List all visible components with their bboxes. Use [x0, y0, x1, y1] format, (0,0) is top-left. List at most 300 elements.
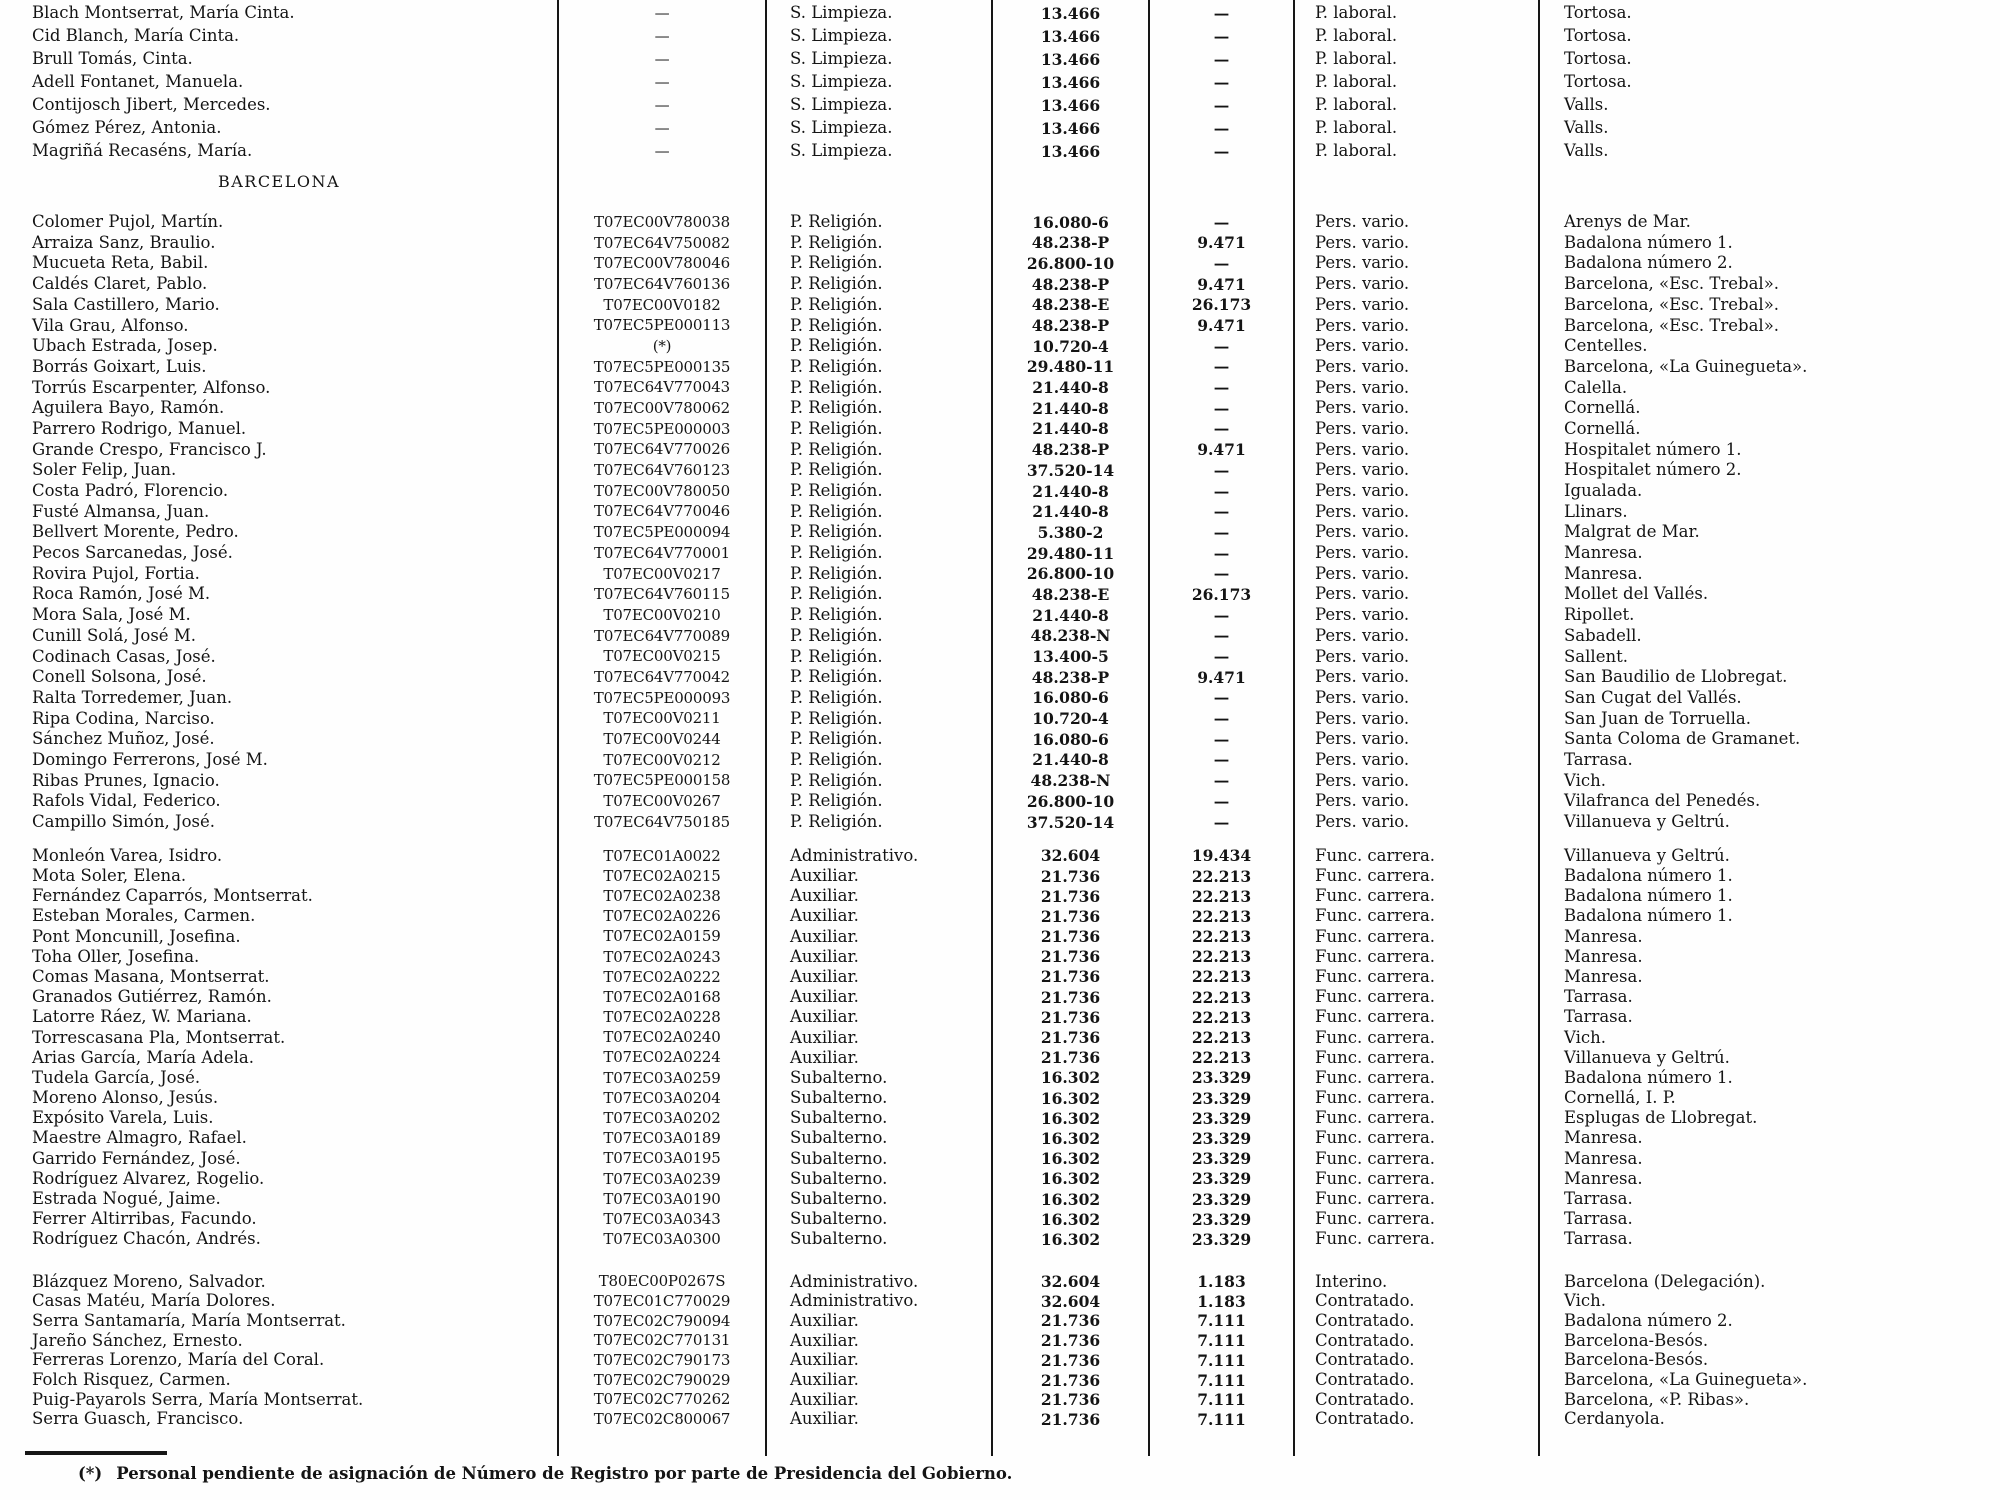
category-cell: Auxiliar.: [790, 886, 859, 906]
type-cell: Func. carrera.: [1315, 1168, 1436, 1188]
code-cell: T07EC01A0022: [603, 846, 721, 865]
code-cell: T07EC00V780062: [594, 399, 730, 418]
location-cell: Tortosa.: [1564, 3, 1632, 23]
category-cell: P. Religión.: [790, 605, 883, 625]
name-cell: Arraiza Sanz, Braulio.: [32, 232, 216, 252]
code-cell: T07EC02A0224: [603, 1048, 721, 1067]
category-cell: S. Limpieza.: [790, 26, 893, 46]
name-cell: Toha Oller, Josefina.: [32, 946, 200, 966]
salary-cell: 10.720-4: [1032, 709, 1109, 729]
code-cell: —: [654, 142, 670, 160]
category-cell: Auxiliar.: [790, 1047, 859, 1067]
salary-cell: 13.400-5: [1032, 647, 1109, 667]
location-cell: Cornellá, I. P.: [1564, 1088, 1676, 1108]
salary-cell: 21.736: [1040, 1370, 1101, 1390]
salary-cell: 21.736: [1040, 866, 1101, 886]
complement-cell: 22.213: [1191, 886, 1252, 906]
category-cell: P. Religión.: [790, 667, 883, 687]
category-cell: Subalterno.: [790, 1128, 888, 1148]
category-cell: P. Religión.: [790, 543, 883, 563]
type-cell: Func. carrera.: [1315, 1047, 1436, 1067]
name-cell: Jareño Sánchez, Ernesto.: [32, 1330, 243, 1350]
personnel-table-section: [0, 1272, 2000, 1430]
complement-cell: 1.183: [1197, 1291, 1246, 1311]
table-row: [0, 522, 2000, 543]
type-cell: Func. carrera.: [1315, 946, 1436, 966]
salary-cell: 21.736: [1040, 1350, 1101, 1370]
name-cell: Ralta Torredemer, Juan.: [32, 687, 233, 707]
personnel-table-section: [0, 2, 2000, 163]
complement-cell: 23.329: [1191, 1229, 1252, 1249]
category-cell: P. Religión.: [790, 770, 883, 790]
type-cell: Contratado.: [1315, 1291, 1415, 1311]
category-cell: P. Religión.: [790, 625, 883, 645]
type-cell: P. laboral.: [1315, 95, 1398, 115]
category-cell: P. Religión.: [790, 439, 883, 459]
table-row: [0, 1088, 2000, 1108]
salary-cell: 21.440-8: [1032, 605, 1109, 625]
type-cell: Pers. vario.: [1315, 418, 1410, 438]
salary-cell: 13.466: [1040, 3, 1101, 23]
salary-cell: 5.380-2: [1037, 522, 1104, 542]
table-row: [0, 646, 2000, 667]
name-cell: Sala Castillero, Mario.: [32, 294, 220, 314]
table-row: [0, 688, 2000, 709]
name-cell: Caldés Claret, Pablo.: [32, 274, 208, 294]
complement-cell: —: [1213, 141, 1230, 161]
type-cell: Pers. vario.: [1315, 274, 1410, 294]
code-cell: T07EC5PE000113: [593, 316, 731, 335]
name-cell: Blázquez Moreno, Salvador.: [32, 1271, 266, 1291]
table-row: [0, 1169, 2000, 1189]
table-row: [0, 1189, 2000, 1209]
location-cell: Barcelona-Besós.: [1564, 1330, 1709, 1350]
table-row: [0, 1048, 2000, 1068]
code-cell: T07EC64V770042: [594, 667, 730, 686]
name-cell: Torrús Escarpenter, Alfonso.: [32, 377, 271, 397]
location-cell: San Juan de Torruella.: [1564, 708, 1751, 728]
code-cell: T07EC64V770001: [594, 543, 730, 562]
location-cell: Manresa.: [1564, 1148, 1643, 1168]
complement-cell: —: [1213, 771, 1230, 791]
salary-cell: 21.736: [1040, 1311, 1101, 1331]
name-cell: Ubach Estrada, Josep.: [32, 336, 218, 356]
code-cell: (*): [652, 336, 672, 355]
location-cell: Tortosa.: [1564, 26, 1632, 46]
type-cell: Func. carrera.: [1315, 1128, 1436, 1148]
complement-cell: —: [1213, 460, 1230, 480]
table-row: [0, 967, 2000, 987]
salary-cell: 26.800-10: [1026, 564, 1115, 584]
complement-cell: 9.471: [1197, 440, 1246, 460]
personnel-table-section: [0, 846, 2000, 1250]
category-cell: P. Religión.: [790, 232, 883, 252]
location-cell: Vich.: [1564, 1291, 1607, 1311]
code-cell: T07EC03A0259: [603, 1068, 721, 1087]
complement-cell: —: [1213, 398, 1230, 418]
location-cell: Manresa.: [1564, 1128, 1643, 1148]
category-cell: P. Religión.: [790, 729, 883, 749]
code-cell: T07EC01C770029: [593, 1292, 731, 1311]
table-row: [0, 866, 2000, 886]
complement-cell: —: [1213, 253, 1230, 273]
category-cell: P. Religión.: [790, 481, 883, 501]
location-cell: Badalona número 1.: [1564, 906, 1733, 926]
category-cell: P. Religión.: [790, 398, 883, 418]
name-cell: Estrada Nogué, Jaime.: [32, 1189, 221, 1209]
code-cell: T07EC03A0189: [603, 1129, 721, 1148]
table-row: [0, 233, 2000, 254]
name-cell: Monleón Varea, Isidro.: [32, 845, 223, 865]
table-row: [0, 947, 2000, 967]
code-cell: T07EC00V0217: [603, 564, 721, 583]
type-cell: Pers. vario.: [1315, 232, 1410, 252]
type-cell: Func. carrera.: [1315, 1229, 1436, 1249]
category-cell: P. Religión.: [790, 377, 883, 397]
salary-cell: 21.736: [1040, 927, 1101, 947]
location-cell: Barcelona, «Esc. Trebal».: [1564, 294, 1780, 314]
salary-cell: 21.736: [1040, 886, 1101, 906]
location-cell: Valls.: [1564, 95, 1609, 115]
name-cell: Mora Sala, José M.: [32, 605, 191, 625]
table-row: [0, 886, 2000, 906]
name-cell: Cunill Solá, José M.: [32, 625, 196, 645]
salary-cell: 48.238-E: [1031, 584, 1110, 604]
table-row: [0, 315, 2000, 336]
type-cell: Contratado.: [1315, 1370, 1415, 1390]
salary-cell: 26.800-10: [1026, 253, 1115, 273]
complement-cell: 23.329: [1191, 1149, 1252, 1169]
code-cell: T07EC02C790029: [593, 1370, 731, 1389]
salary-cell: 32.604: [1040, 846, 1101, 866]
type-cell: Func. carrera.: [1315, 1108, 1436, 1128]
salary-cell: 21.440-8: [1032, 378, 1109, 398]
category-cell: Subalterno.: [790, 1148, 888, 1168]
name-cell: Borrás Goixart, Luis.: [32, 356, 207, 376]
complement-cell: —: [1213, 564, 1230, 584]
table-row: [0, 1149, 2000, 1169]
type-cell: Pers. vario.: [1315, 356, 1410, 376]
name-cell: Fernández Caparrós, Montserrat.: [32, 886, 313, 906]
table-row: [0, 502, 2000, 523]
type-cell: Pers. vario.: [1315, 625, 1410, 645]
type-cell: Pers. vario.: [1315, 398, 1410, 418]
table-row: [0, 253, 2000, 274]
code-cell: T07EC02A0159: [603, 927, 721, 946]
code-cell: T07EC02A0222: [603, 967, 721, 986]
salary-cell: 21.440-8: [1032, 502, 1109, 522]
name-cell: Esteban Morales, Carmen.: [32, 906, 256, 926]
complement-cell: 19.434: [1191, 846, 1252, 866]
location-cell: Barcelona, «La Guinegueta».: [1564, 1370, 1808, 1390]
complement-cell: —: [1213, 626, 1230, 646]
complement-cell: 9.471: [1197, 274, 1246, 294]
category-cell: Auxiliar.: [790, 906, 859, 926]
type-cell: Func. carrera.: [1315, 1209, 1436, 1229]
type-cell: P. laboral.: [1315, 3, 1398, 23]
name-cell: Garrido Fernández, José.: [32, 1148, 241, 1168]
name-cell: Grande Crespo, Francisco J.: [32, 439, 267, 459]
complement-cell: 23.329: [1191, 1088, 1252, 1108]
category-cell: P. Religión.: [790, 253, 883, 273]
salary-cell: 21.736: [1040, 906, 1101, 926]
category-cell: S. Limpieza.: [790, 141, 893, 161]
type-cell: Func. carrera.: [1315, 966, 1436, 986]
location-cell: Barcelona (Delegación).: [1564, 1271, 1766, 1291]
table-row: [0, 274, 2000, 295]
salary-cell: 16.302: [1040, 1169, 1101, 1189]
type-cell: Pers. vario.: [1315, 770, 1410, 790]
category-cell: P. Religión.: [790, 812, 883, 832]
location-cell: Badalona número 2.: [1564, 1310, 1733, 1330]
location-cell: Tarrasa.: [1564, 987, 1633, 1007]
name-cell: Tudela García, José.: [32, 1067, 201, 1087]
table-row: [0, 1108, 2000, 1128]
location-cell: Barcelona, «Esc. Trebal».: [1564, 274, 1780, 294]
complement-cell: 26.173: [1191, 584, 1252, 604]
complement-cell: 26.173: [1191, 295, 1252, 315]
complement-cell: —: [1213, 212, 1230, 232]
table-row: [0, 543, 2000, 564]
complement-cell: 7.111: [1197, 1331, 1246, 1351]
location-cell: Tortosa.: [1564, 49, 1632, 69]
category-cell: Auxiliar.: [790, 1310, 859, 1330]
location-cell: Barcelona, «Esc. Trebal».: [1564, 315, 1780, 335]
table-row: [0, 398, 2000, 419]
name-cell: Maestre Almagro, Rafael.: [32, 1128, 247, 1148]
salary-cell: 48.238-P: [1031, 274, 1110, 294]
category-cell: Auxiliar.: [790, 866, 859, 886]
category-cell: Subalterno.: [790, 1168, 888, 1188]
table-row: [0, 460, 2000, 481]
salary-cell: 16.302: [1040, 1128, 1101, 1148]
code-cell: T07EC5PE000135: [593, 357, 731, 376]
code-cell: T07EC64V750082: [594, 233, 730, 252]
code-cell: T07EC64V750185: [594, 812, 730, 831]
name-cell: Pont Moncunill, Josefina.: [32, 926, 241, 946]
category-cell: Auxiliar.: [790, 1027, 859, 1047]
name-cell: Puig-Payarols Serra, María Montserrat.: [32, 1389, 364, 1409]
complement-cell: 23.329: [1191, 1189, 1252, 1209]
complement-cell: —: [1213, 688, 1230, 708]
type-cell: Pers. vario.: [1315, 377, 1410, 397]
complement-cell: —: [1213, 481, 1230, 501]
name-cell: Torrescasana Pla, Montserrat.: [32, 1027, 286, 1047]
complement-cell: 22.213: [1191, 987, 1252, 1007]
code-cell: T07EC02A0226: [603, 907, 721, 926]
code-cell: T07EC00V0212: [603, 750, 721, 769]
name-cell: Campillo Simón, José.: [32, 812, 215, 832]
code-cell: —: [654, 73, 670, 91]
type-cell: Func. carrera.: [1315, 1027, 1436, 1047]
complement-cell: 22.213: [1191, 906, 1252, 926]
name-cell: Serra Guasch, Francisco.: [32, 1409, 244, 1429]
type-cell: Func. carrera.: [1315, 906, 1436, 926]
table-row: [0, 378, 2000, 399]
category-cell: P. Religión.: [790, 687, 883, 707]
code-cell: —: [654, 4, 670, 22]
type-cell: Pers. vario.: [1315, 584, 1410, 604]
complement-cell: 7.111: [1197, 1370, 1246, 1390]
code-cell: T07EC03A0343: [603, 1209, 721, 1228]
complement-cell: 23.329: [1191, 1209, 1252, 1229]
code-cell: —: [654, 27, 670, 45]
code-cell: T07EC02A0168: [603, 987, 721, 1006]
complement-cell: —: [1213, 812, 1230, 832]
type-cell: Pers. vario.: [1315, 749, 1410, 769]
location-cell: Tarrasa.: [1564, 1007, 1633, 1027]
category-cell: Subalterno.: [790, 1229, 888, 1249]
salary-cell: 13.466: [1040, 26, 1101, 46]
table-row: [0, 927, 2000, 947]
complement-cell: —: [1213, 791, 1230, 811]
category-cell: S. Limpieza.: [790, 95, 893, 115]
code-cell: T80EC00P0267S: [598, 1272, 726, 1291]
name-cell: Mucueta Reta, Babil.: [32, 253, 209, 273]
type-cell: Func. carrera.: [1315, 845, 1436, 865]
type-cell: Func. carrera.: [1315, 926, 1436, 946]
salary-cell: 48.238-P: [1031, 667, 1110, 687]
salary-cell: 48.238-P: [1031, 316, 1110, 336]
location-cell: Badalona número 1.: [1564, 1067, 1733, 1087]
salary-cell: 16.302: [1040, 1189, 1101, 1209]
type-cell: Pers. vario.: [1315, 646, 1410, 666]
name-cell: Rodríguez Alvarez, Rogelio.: [32, 1168, 265, 1188]
location-cell: Badalona número 1.: [1564, 232, 1733, 252]
complement-cell: —: [1213, 522, 1230, 542]
name-cell: Sánchez Muñoz, José.: [32, 729, 215, 749]
table-row: [0, 1292, 2000, 1312]
type-cell: Pers. vario.: [1315, 439, 1410, 459]
table-row: [0, 25, 2000, 48]
location-cell: Cornellá.: [1564, 398, 1641, 418]
category-cell: P. Religión.: [790, 315, 883, 335]
type-cell: P. laboral.: [1315, 141, 1398, 161]
code-cell: T07EC02A0215: [603, 866, 721, 885]
type-cell: Pers. vario.: [1315, 522, 1410, 542]
complement-cell: —: [1213, 336, 1230, 356]
location-cell: Cornellá.: [1564, 418, 1641, 438]
table-row: [0, 94, 2000, 117]
code-cell: T07EC5PE000158: [593, 771, 731, 790]
type-cell: Pers. vario.: [1315, 336, 1410, 356]
complement-cell: —: [1213, 605, 1230, 625]
complement-cell: 7.111: [1197, 1390, 1246, 1410]
category-cell: P. Religión.: [790, 749, 883, 769]
salary-cell: 21.736: [1040, 1331, 1101, 1351]
name-cell: Conell Solsona, José.: [32, 667, 207, 687]
salary-cell: 21.736: [1040, 1048, 1101, 1068]
category-cell: Administrativo.: [790, 1291, 919, 1311]
table-row: [0, 1209, 2000, 1229]
name-cell: Pecos Sarcanedas, José.: [32, 543, 233, 563]
salary-cell: 13.466: [1040, 118, 1101, 138]
type-cell: Pers. vario.: [1315, 687, 1410, 707]
location-cell: Tarrasa.: [1564, 1209, 1633, 1229]
name-cell: Costa Padró, Florencio.: [32, 481, 229, 501]
salary-cell: 13.466: [1040, 141, 1101, 161]
salary-cell: 16.302: [1040, 1088, 1101, 1108]
complement-cell: 22.213: [1191, 866, 1252, 886]
table-row: [0, 812, 2000, 833]
salary-cell: 21.736: [1040, 987, 1101, 1007]
type-cell: Pers. vario.: [1315, 315, 1410, 335]
complement-cell: —: [1213, 95, 1230, 115]
name-cell: Rovira Pujol, Fortia.: [32, 563, 200, 583]
category-cell: Subalterno.: [790, 1108, 888, 1128]
category-cell: S. Limpieza.: [790, 118, 893, 138]
name-cell: Ferreras Lorenzo, María del Coral.: [32, 1350, 325, 1370]
complement-cell: —: [1213, 543, 1230, 563]
category-cell: P. Religión.: [790, 212, 883, 232]
table-row: [0, 846, 2000, 866]
location-cell: Sallent.: [1564, 646, 1628, 666]
type-cell: Func. carrera.: [1315, 1067, 1436, 1087]
table-row: [0, 564, 2000, 585]
type-cell: Pers. vario.: [1315, 812, 1410, 832]
name-cell: Ripa Codina, Narciso.: [32, 708, 215, 728]
location-cell: Hospitalet número 1.: [1564, 439, 1742, 459]
location-cell: Hospitalet número 2.: [1564, 460, 1742, 480]
code-cell: T07EC00V0267: [603, 792, 721, 811]
type-cell: Func. carrera.: [1315, 1189, 1436, 1209]
name-cell: Moreno Alonso, Jesús.: [32, 1088, 219, 1108]
name-cell: Magriñá Recaséns, María.: [32, 141, 253, 161]
salary-cell: 16.080-6: [1032, 212, 1109, 232]
type-cell: Pers. vario.: [1315, 543, 1410, 563]
code-cell: T07EC64V760136: [594, 274, 730, 293]
table-row: [0, 357, 2000, 378]
complement-cell: 22.213: [1191, 1028, 1252, 1048]
complement-cell: —: [1213, 3, 1230, 23]
table-row: [0, 1331, 2000, 1351]
location-cell: Manresa.: [1564, 543, 1643, 563]
salary-cell: 16.302: [1040, 1209, 1101, 1229]
name-cell: Arias García, María Adela.: [32, 1047, 254, 1067]
code-cell: T07EC00V0244: [603, 730, 721, 749]
table-row: [0, 907, 2000, 927]
complement-cell: —: [1213, 26, 1230, 46]
complement-cell: —: [1213, 750, 1230, 770]
name-cell: Comas Masana, Montserrat.: [32, 966, 270, 986]
type-cell: Pers. vario.: [1315, 501, 1410, 521]
code-cell: —: [654, 96, 670, 114]
salary-cell: 13.466: [1040, 72, 1101, 92]
code-cell: T07EC64V770043: [594, 378, 730, 397]
name-cell: Casas Matéu, María Dolores.: [32, 1291, 276, 1311]
category-cell: P. Religión.: [790, 646, 883, 666]
complement-cell: —: [1213, 118, 1230, 138]
table-row: [0, 1351, 2000, 1371]
code-cell: —: [654, 119, 670, 137]
salary-cell: 21.736: [1040, 967, 1101, 987]
code-cell: T07EC02A0238: [603, 886, 721, 905]
table-row: [0, 1311, 2000, 1331]
salary-cell: 48.238-N: [1030, 771, 1111, 791]
location-cell: Malgrat de Mar.: [1564, 522, 1700, 542]
table-row: [0, 440, 2000, 461]
table-row: [0, 1410, 2000, 1430]
footnote-divider: [25, 1451, 167, 1455]
category-cell: S. Limpieza.: [790, 49, 893, 69]
location-cell: Vich.: [1564, 770, 1607, 790]
code-cell: T07EC00V780038: [594, 212, 730, 231]
category-cell: Administrativo.: [790, 1271, 919, 1291]
type-cell: Pers. vario.: [1315, 791, 1410, 811]
type-cell: Func. carrera.: [1315, 1148, 1436, 1168]
name-cell: Aguilera Bayo, Ramón.: [32, 398, 225, 418]
type-cell: Pers. vario.: [1315, 212, 1410, 232]
